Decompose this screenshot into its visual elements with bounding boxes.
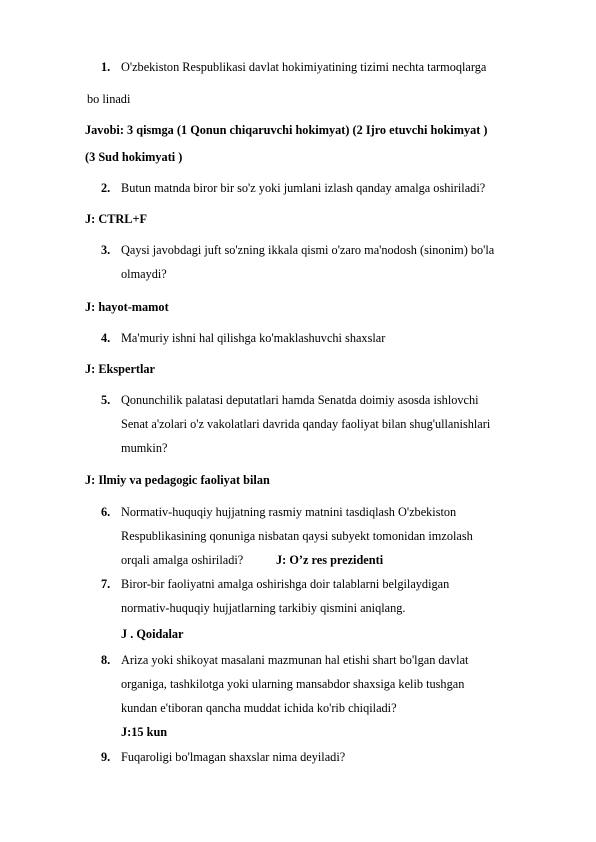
answer-text: J: hayot-mamot	[85, 300, 169, 314]
question-text: Respublikasining qonuniga nisbatan qaysi subyekt tomonidan imzolash	[121, 529, 473, 543]
question-text: olmaydi?	[121, 267, 167, 281]
answer-text: J: Ilmiy va pedagogic faoliyat bilan	[85, 473, 270, 487]
question-text: Normativ-huquqiy hujjatning rasmiy matnini tasdiqlash O'zbekiston	[121, 505, 457, 519]
answer-text: (3 Sud hokimyati )	[85, 150, 183, 164]
question-text: Qonunchilik palatasi deputatlari hamda Senatda doimiy asosda ishlovchi	[121, 393, 479, 407]
question-text: Butun matnda biror bir so'z yoki jumlani izlash qanday amalga oshiriladi?	[121, 181, 486, 195]
question-text: Qaysi javobdagi juft so'zning ikkala qismi o'zaro ma'nodosh (sinonim) bo'la	[121, 243, 495, 257]
question-text: Ma'muriy ishni hal qilishga ko'maklashuvchi shaxslar	[121, 331, 386, 345]
answer-text: J . Qoidalar	[121, 627, 184, 641]
question-text: Biror-bir faoliyatni amalga oshirishga doir talablarni belgilaydigan	[121, 577, 450, 591]
question-text: kundan e'tiboran qancha muddat ichida ko'rib chiqiladi?	[121, 701, 397, 715]
question-text: orqali amalga oshiriladi?	[121, 553, 244, 567]
question-number: 8.	[101, 653, 111, 667]
question-text: bo linadi	[87, 92, 131, 106]
question-number: 9.	[101, 750, 111, 764]
question-text: normativ-huquqiy hujjatlarning tarkibiy qismini aniqlang.	[121, 601, 406, 615]
question-text: Ariza yoki shikoyat masalani mazmunan hal etishi shart bo'lgan davlat	[121, 653, 469, 667]
question-number: 2.	[101, 181, 111, 195]
answer-text: Javobi: 3 qismga (1 Qonun chiqaruvchi hokimyat) (2 Ijro etuvchi hokimyat )	[85, 123, 488, 137]
answer-text: J: O’z res prezidenti	[276, 553, 384, 567]
answer-text: J: Ekspertlar	[85, 362, 156, 376]
question-number: 6.	[101, 505, 111, 519]
question-text: O'zbekiston Respublikasi davlat hokimiyatining tizimi nechta tarmoqlarga	[121, 60, 487, 74]
answer-text: J:15 kun	[121, 725, 168, 739]
question-number: 7.	[101, 577, 111, 591]
question-number: 5.	[101, 393, 111, 407]
question-number: 1.	[101, 60, 111, 74]
question-text: mumkin?	[121, 441, 168, 455]
question-number: 3.	[101, 243, 111, 257]
question-text: Fuqaroligi bo'lmagan shaxslar nima deyiladi?	[121, 750, 346, 764]
answer-text: J: CTRL+F	[85, 212, 148, 226]
question-text: organiga, tashkilotga yoki ularning mansabdor shaxsiga kelib tushgan	[121, 677, 465, 691]
question-text: Senat a'zolari o'z vakolatlari davrida qanday faoliyat bilan shug'ullanishlari	[121, 417, 491, 431]
question-number: 4.	[101, 331, 111, 345]
